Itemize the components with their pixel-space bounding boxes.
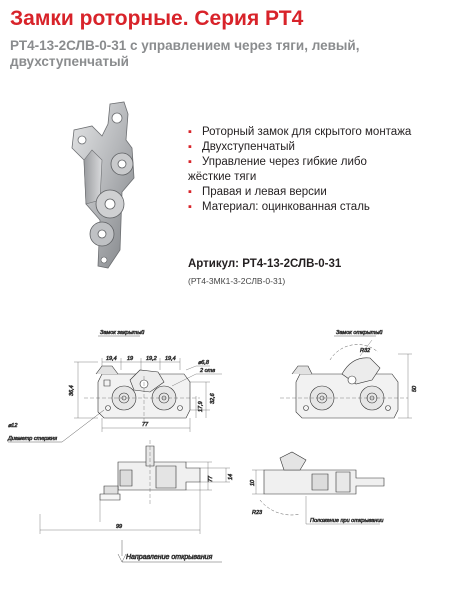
dim-99: 99: [116, 524, 123, 530]
dim-36-4: 36,4: [69, 385, 75, 396]
dim-19: 19: [127, 356, 134, 362]
dim-two-holes: 2 отв: [200, 368, 216, 374]
dim-19-4-b: 19,4: [165, 356, 176, 362]
bullet-icon: ▪: [188, 126, 192, 138]
dim-17-9: 17,9: [198, 401, 204, 412]
page-title: Замки роторные. Серия РТ4: [10, 7, 304, 30]
dim-19-4-a: 19,4: [106, 356, 117, 362]
label-view-closed: Замок закрытый: [100, 330, 145, 336]
product-photo: [62, 100, 172, 272]
label-opening-direction: Направление открывания: [126, 554, 213, 561]
side-view-open: [252, 452, 384, 524]
bullet-icon: ▪: [188, 141, 192, 153]
open-lock-view: [280, 340, 412, 418]
subtitle-line-1: РТ4-13-2СЛВ-0-31 с управлением через тяги, левый,: [10, 38, 360, 53]
feature-item: ▪ Правая и левая версии: [188, 186, 327, 198]
bullet-icon: ▪: [188, 186, 192, 198]
feature-item: ▪ Материал: оцинкованная сталь: [188, 201, 370, 213]
label-rod-diameter: Диаметр стержня: [8, 436, 58, 442]
feature-list: [188, 125, 411, 215]
feature-item: ▪ Двухступенчатый: [188, 141, 295, 153]
feature-item-continuation: жёсткие тяги: [188, 171, 257, 183]
subtitle-line-2: двухступенчатый: [10, 54, 129, 69]
dim-r32: R32: [360, 348, 371, 354]
bullet-icon: ▪: [188, 201, 192, 213]
dim-10: 10: [250, 479, 256, 486]
bullet-icon: ▪: [188, 156, 192, 168]
dim-19-2: 19,2: [146, 356, 157, 362]
label-view-open: Замок открытый: [336, 330, 383, 336]
dim-rod-diameter: ⌀12: [8, 423, 18, 429]
dim-32-6: 32,6: [210, 393, 216, 404]
side-view-rod: [40, 440, 230, 534]
dim-hole-diameter: ⌀6,8: [198, 360, 209, 366]
page-subtitle: [10, 38, 450, 70]
dim-r23: R23: [252, 510, 263, 516]
technical-drawing: [0, 300, 455, 598]
dim-77-side: 77: [208, 475, 214, 482]
feature-item: ▪ Управление через гибкие либо жёсткие тяги: [188, 155, 411, 185]
dim-77: 77: [142, 422, 149, 428]
feature-item: ▪ Роторный замок для скрытого монтажа: [188, 126, 412, 138]
dim-50: 50: [412, 385, 418, 392]
article-number: Артикул: РТ4-13-2СЛВ-0-31: [188, 258, 342, 270]
label-open-position: Положение при открывании: [310, 518, 384, 524]
article-alt-code: (РТ4-3МК1-3-2СЛВ-0-31): [188, 276, 286, 286]
dim-14: 14: [228, 473, 234, 480]
